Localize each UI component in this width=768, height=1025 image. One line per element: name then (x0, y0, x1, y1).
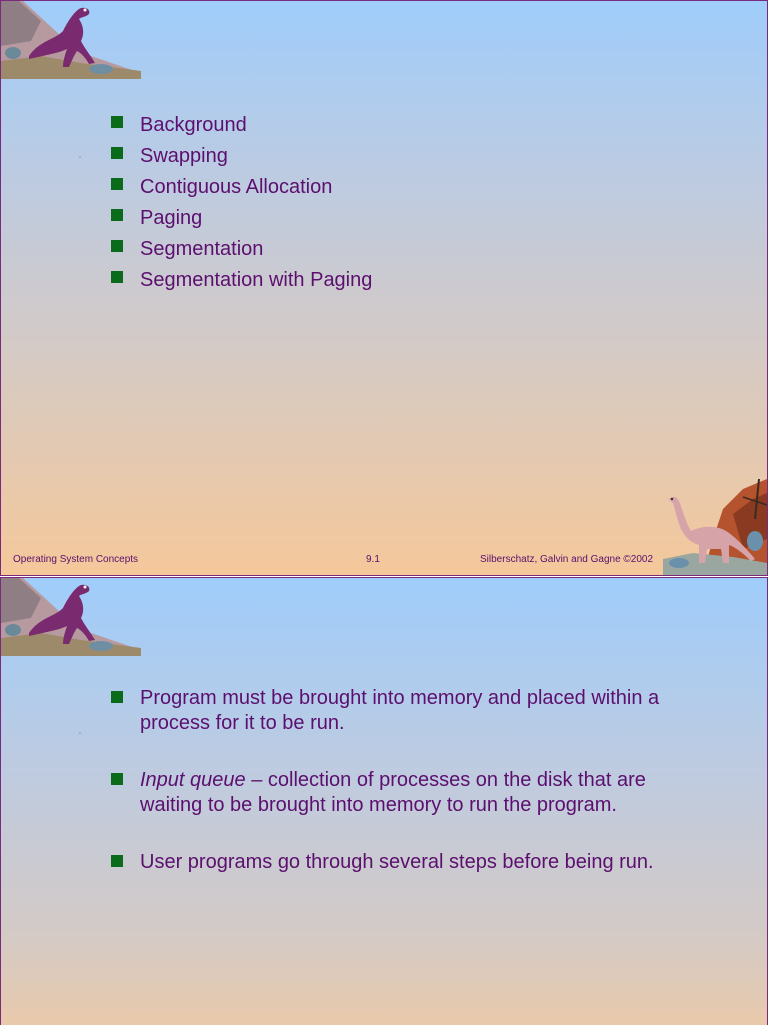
bullet-square-icon (111, 178, 123, 190)
footer-course-title: Operating System Concepts (13, 554, 139, 565)
list-item (111, 110, 372, 141)
list-item-label: User programs go through several steps before being run. (140, 851, 654, 873)
footer-slide-number: 9.1 (366, 554, 380, 565)
list-item (111, 265, 372, 296)
bullet-square-icon (111, 773, 123, 785)
list-item-label: Segmentation with Paging (140, 269, 373, 291)
bullet-square-icon (111, 147, 123, 159)
content-list (111, 686, 671, 907)
list-item (111, 686, 671, 736)
list-item-label: Program must be brought into memory and placed within a process for it to be run. (140, 687, 660, 734)
topic-list (111, 110, 372, 296)
brontosaurus-clipart-icon (663, 479, 767, 575)
list-item-label: Background (140, 114, 247, 136)
decorative-dot (79, 156, 81, 158)
bullet-square-icon (111, 209, 123, 221)
list-item-label: – collection of processes on the disk that are waiting to be brought into memory to run the program. (140, 769, 646, 816)
list-item (111, 203, 372, 234)
list-item (111, 234, 372, 265)
bullet-square-icon (111, 855, 123, 867)
list-item (111, 141, 372, 172)
bullet-square-icon (111, 691, 123, 703)
bullet-square-icon (111, 116, 123, 128)
slide-2 (0, 577, 768, 1025)
bullet-square-icon (111, 271, 123, 283)
dinosaur-rock-clipart-icon (1, 1, 141, 81)
term-input-queue: Input queue (140, 769, 246, 791)
list-item (111, 850, 671, 875)
list-item-label: Contiguous Allocation (140, 176, 333, 198)
bullet-square-icon (111, 240, 123, 252)
decorative-dot (79, 732, 81, 734)
dinosaur-rock-clipart-icon (1, 578, 141, 658)
list-item (111, 768, 671, 818)
list-item-label: Segmentation (140, 238, 264, 260)
list-item-label: Paging (140, 207, 203, 229)
list-item (111, 172, 372, 203)
footer-copyright: Silberschatz, Galvin and Gagne ©2002 (480, 554, 654, 565)
list-item-label: Swapping (140, 145, 228, 167)
